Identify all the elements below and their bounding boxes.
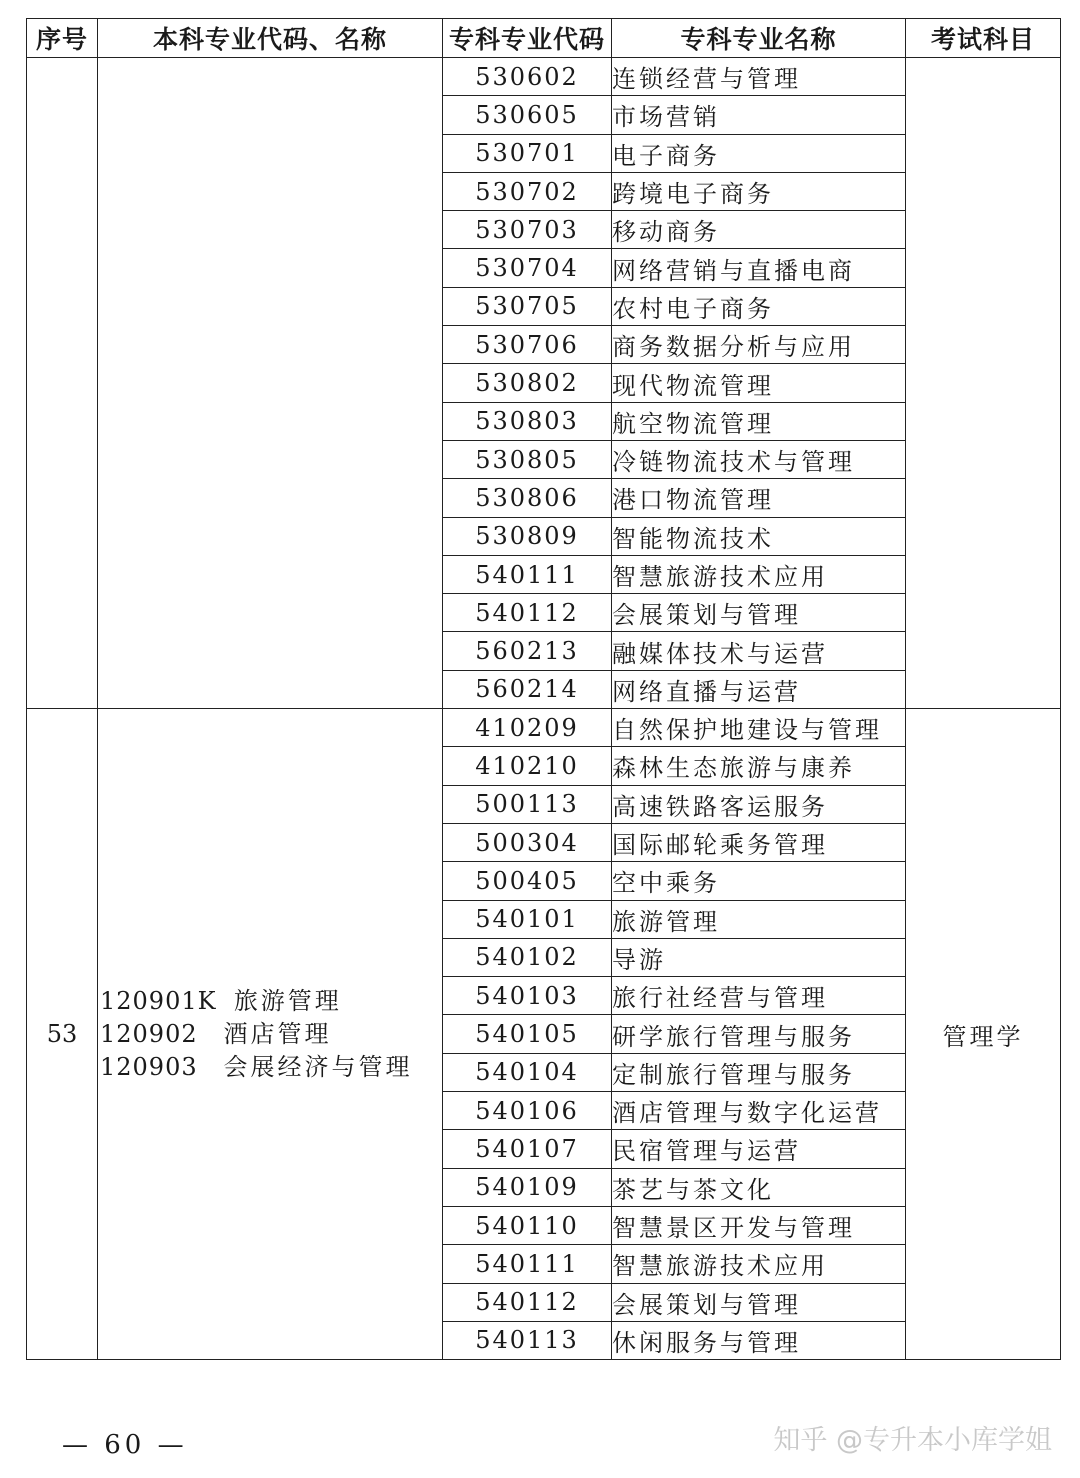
index-cell-continued — [27, 58, 98, 709]
assoc-code-cell: 540103 — [443, 977, 612, 1015]
assoc-name-cell: 网络营销与直播电商 — [612, 249, 906, 287]
assoc-code-cell: 540111 — [443, 555, 612, 593]
assoc-code-cell: 540101 — [443, 900, 612, 938]
table-row — [27, 58, 1061, 96]
assoc-code-cell: 540104 — [443, 1053, 612, 1091]
assoc-name-cell: 休闲服务与管理 — [612, 1321, 906, 1359]
assoc-name-cell: 国际邮轮乘务管理 — [612, 823, 906, 861]
assoc-name-cell: 农村电子商务 — [612, 287, 906, 325]
assoc-name-cell: 会展策划与管理 — [612, 594, 906, 632]
assoc-name-cell: 空中乘务 — [612, 862, 906, 900]
assoc-name-cell: 智慧景区开发与管理 — [612, 1206, 906, 1244]
assoc-name-cell: 会展策划与管理 — [612, 1283, 906, 1321]
assoc-name-cell: 现代物流管理 — [612, 364, 906, 402]
assoc-name-cell: 森林生态旅游与康养 — [612, 747, 906, 785]
bachelor-cell-continued — [98, 58, 443, 709]
assoc-code-cell: 530809 — [443, 517, 612, 555]
header-subject: 考试科目 — [906, 19, 1061, 58]
assoc-name-cell: 航空物流管理 — [612, 402, 906, 440]
assoc-code-cell: 500405 — [443, 862, 612, 900]
page-number: — 60 — — [62, 1430, 188, 1460]
bachelor-major-code: 120901K — [100, 986, 217, 1015]
index-cell: 53 — [27, 709, 98, 1360]
assoc-code-cell: 540106 — [443, 1092, 612, 1130]
bachelor-majors-cell — [98, 709, 443, 1360]
assoc-name-cell: 酒店管理与数字化运营 — [612, 1092, 906, 1130]
assoc-code-cell: 530702 — [443, 172, 612, 210]
assoc-name-cell: 市场营销 — [612, 96, 906, 134]
assoc-name-cell: 旅行社经营与管理 — [612, 977, 906, 1015]
assoc-code-cell: 540112 — [443, 1283, 612, 1321]
header-assoc-code: 专科专业代码 — [443, 19, 612, 58]
assoc-code-cell: 540110 — [443, 1206, 612, 1244]
assoc-code-cell: 530701 — [443, 134, 612, 172]
assoc-code-cell: 560213 — [443, 632, 612, 670]
header-index: 序号 — [27, 19, 98, 58]
major-table — [26, 18, 1061, 1360]
assoc-code-cell: 530806 — [443, 479, 612, 517]
assoc-code-cell: 540109 — [443, 1168, 612, 1206]
assoc-code-cell: 530705 — [443, 287, 612, 325]
assoc-name-cell: 移动商务 — [612, 211, 906, 249]
assoc-code-cell: 530605 — [443, 96, 612, 134]
assoc-code-cell: 540113 — [443, 1321, 612, 1359]
assoc-code-cell: 540105 — [443, 1015, 612, 1053]
bachelor-major — [98, 985, 442, 1018]
bachelor-major — [98, 1051, 442, 1084]
header-bachelor: 本科专业代码、名称 — [98, 19, 443, 58]
assoc-name-cell: 冷链物流技术与管理 — [612, 440, 906, 478]
assoc-code-cell: 540111 — [443, 1245, 612, 1283]
assoc-code-cell: 530704 — [443, 249, 612, 287]
assoc-name-cell: 电子商务 — [612, 134, 906, 172]
assoc-name-cell: 研学旅行管理与服务 — [612, 1015, 906, 1053]
assoc-name-cell: 智慧旅游技术应用 — [612, 1245, 906, 1283]
assoc-code-cell: 500113 — [443, 785, 612, 823]
bachelor-major — [98, 1018, 442, 1051]
assoc-code-cell: 530703 — [443, 211, 612, 249]
assoc-name-cell: 智慧旅游技术应用 — [612, 555, 906, 593]
assoc-name-cell: 定制旅行管理与服务 — [612, 1053, 906, 1091]
assoc-name-cell: 网络直播与运营 — [612, 670, 906, 708]
assoc-code-cell: 530802 — [443, 364, 612, 402]
assoc-code-cell: 540112 — [443, 594, 612, 632]
assoc-code-cell: 540102 — [443, 938, 612, 976]
assoc-name-cell: 旅游管理 — [612, 900, 906, 938]
assoc-name-cell: 融媒体技术与运营 — [612, 632, 906, 670]
assoc-code-cell: 530706 — [443, 326, 612, 364]
assoc-name-cell: 导游 — [612, 938, 906, 976]
assoc-name-cell: 跨境电子商务 — [612, 172, 906, 210]
assoc-name-cell: 高速铁路客运服务 — [612, 785, 906, 823]
header-assoc-name: 专科专业名称 — [612, 19, 906, 58]
bachelor-major-name: 酒店管理 — [223, 1019, 332, 1048]
subject-cell: 管理学 — [906, 709, 1061, 1360]
assoc-name-cell: 连锁经营与管理 — [612, 58, 906, 96]
assoc-name-cell: 茶艺与茶文化 — [612, 1168, 906, 1206]
assoc-code-cell: 410210 — [443, 747, 612, 785]
assoc-code-cell: 500304 — [443, 823, 612, 861]
bachelor-major-name: 旅游管理 — [233, 986, 342, 1015]
table-row — [27, 709, 1061, 747]
assoc-code-cell: 560214 — [443, 670, 612, 708]
subject-cell-continued — [906, 58, 1061, 709]
assoc-name-cell: 商务数据分析与应用 — [612, 326, 906, 364]
assoc-name-cell: 港口物流管理 — [612, 479, 906, 517]
watermark: 知乎 @专升本小库学姐 — [773, 1425, 1052, 1456]
header-row — [27, 19, 1061, 58]
bachelor-major-code: 120902 — [100, 1019, 198, 1048]
assoc-code-cell: 530602 — [443, 58, 612, 96]
assoc-name-cell: 民宿管理与运营 — [612, 1130, 906, 1168]
bachelor-major-name: 会展经济与管理 — [223, 1052, 413, 1081]
bachelor-major-code: 120903 — [100, 1052, 198, 1081]
assoc-code-cell: 530803 — [443, 402, 612, 440]
assoc-name-cell: 自然保护地建设与管理 — [612, 709, 906, 747]
assoc-name-cell: 智能物流技术 — [612, 517, 906, 555]
assoc-code-cell: 540107 — [443, 1130, 612, 1168]
assoc-code-cell: 410209 — [443, 709, 612, 747]
assoc-code-cell: 530805 — [443, 440, 612, 478]
